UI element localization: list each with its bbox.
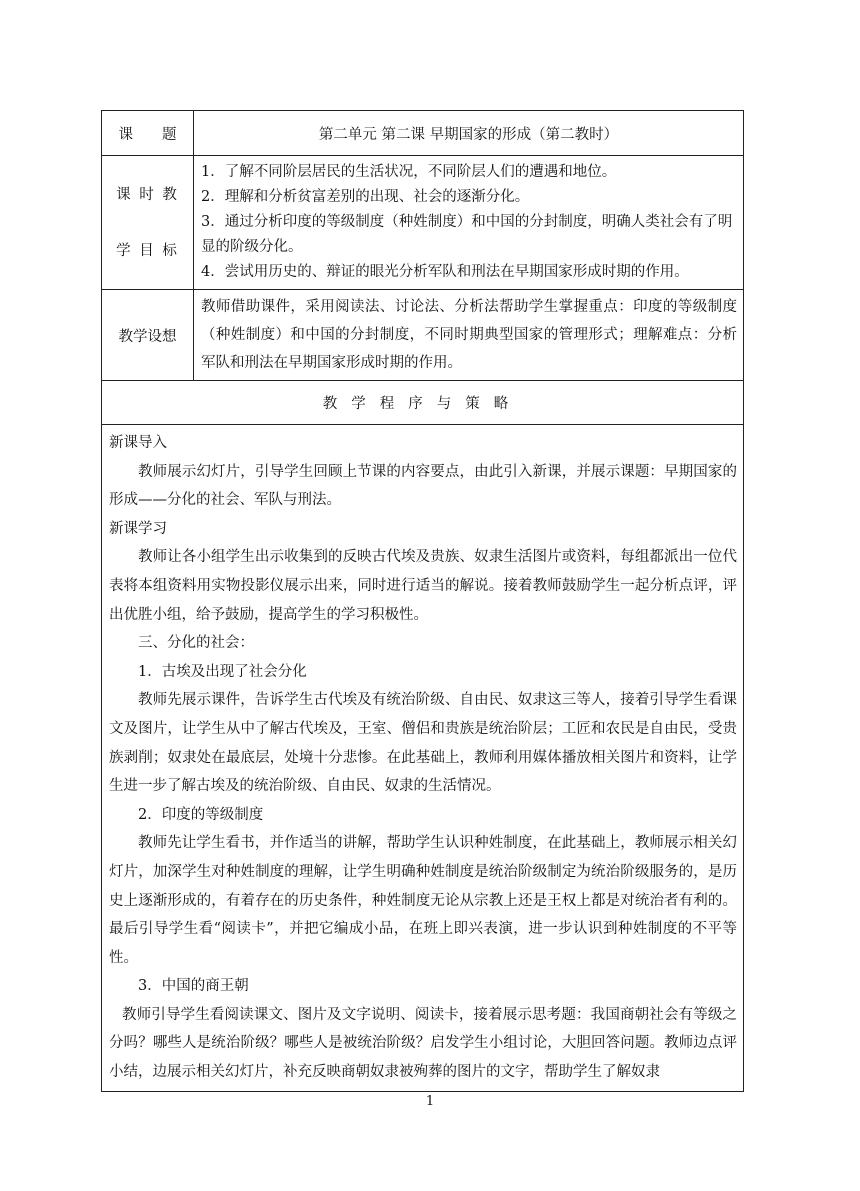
goal-item: 3．通过分析印度的等级制度（种姓制度）和中国的分封制度，明确人类社会有了明显的阶级分化。 xyxy=(201,214,733,255)
topic-row xyxy=(102,111,744,156)
goals-label xyxy=(102,156,194,290)
lesson-plan-table xyxy=(101,110,744,1092)
subsection-title-shang: 3．中国的商王朝 xyxy=(138,978,249,995)
page-number: 1 xyxy=(425,1094,435,1109)
topic-label: 课 题 xyxy=(102,111,194,156)
procedure-heading: 教学程序与策略 xyxy=(102,381,744,425)
paragraph-shang: 教师引导学生看阅读课文、图片及文字说明、阅读卡，接着展示思考题：我国商朝社会有等级之分吗？哪些人是统治阶级？哪些人是被统治阶级？启发学生小组讨论，大胆回答问题。教师边点评小结，边展示相关幻灯片，补充反映商朝奴隶被殉葬的图片的文字，帮助学生了解奴隶 xyxy=(109,1006,737,1081)
subsection-title-egypt: 1．古埃及出现了社会分化 xyxy=(138,663,307,680)
goal-item: 4．尝试用历史的、辩证的眼光分析军队和刑法在早期国家形成时期的作用。 xyxy=(201,264,689,280)
paragraph-study: 教师让各小组学生出示收集到的反映古代埃及贵族、奴隶生活图片或资料，每组都派出一位代表将本组资料用实物投影仪展示出来，同时进行适当的解说。接着教师鼓励学生一起分析点评，评出优胜小组，给予鼓励，提高学生的学习积极性。 xyxy=(109,549,737,623)
paragraph-intro: 教师展示幻灯片，引导学生回顾上节课的内容要点，由此引入新课，并展示课题：早期国家的形成——分化的社会、军队与刑法。 xyxy=(109,463,737,509)
topic-value: 第二单元 第二课 早期国家的形成（第二教时） xyxy=(194,111,744,156)
paragraph-india: 教师先让学生看书，并作适当的讲解，帮助学生认识种姓制度，在此基础上，教师展示相关幻灯片，加深学生对种姓制度的理解，让学生明确种姓制度是统治阶级制定为统治阶级服务的，是历史上逐渐形成的，有着存在的历史条件，种姓制度无论从宗教上还是王权上都是对统治者有利的。最后引导学生看“阅读卡”，并把它编成小品，在班上即兴表演，进一步认识到种姓制度的不平等性。 xyxy=(109,835,737,966)
goal-item: 2．理解和分析贫富差别的出现、社会的逐渐分化。 xyxy=(201,189,530,205)
goals-label-line-2: 学 目 标 xyxy=(116,242,179,259)
design-row xyxy=(102,290,744,381)
design-text: 教师借助课件，采用阅读法、讨论法、分析法帮助学生掌握重点：印度的等级制度（种姓制度）和中国的分封制度，不同时期典型国家的管理形式；理解难点：分析军队和刑法在早期国家形成时期的作用。 xyxy=(194,290,744,381)
procedure-body-row xyxy=(102,425,744,1092)
goals-list xyxy=(194,156,744,290)
section-title-study: 新课学习 xyxy=(109,520,167,537)
paragraph-egypt: 教师先展示课件，告诉学生古代埃及有统治阶级、自由民、奴隶这三等人，接着引导学生看课文及图片，让学生从中了解古代埃及，王室、僧侣和贵族是统治阶层；工匠和农民是自由民，受贵族剥削；奴隶处在最底层，处境十分悲惨。在此基础上，教师利用媒体播放相关图片和资料，让学生进一步了解古埃及的统治阶级、自由民、奴隶的生活情况。 xyxy=(109,692,737,795)
goals-row xyxy=(102,156,744,290)
section-heading-society: 三、分化的社会： xyxy=(138,635,254,652)
goal-item: 1．了解不同阶层居民的生活状况，不同阶层人们的遭遇和地位。 xyxy=(201,164,617,180)
goals-label-line-1: 课 时 教 xyxy=(116,186,179,203)
subsection-title-india: 2．印度的等级制度 xyxy=(138,806,264,823)
procedure-heading-row xyxy=(102,381,744,425)
design-label: 教学设想 xyxy=(102,290,194,381)
section-title-intro: 新课导入 xyxy=(109,435,167,451)
procedure-body xyxy=(102,425,744,1092)
